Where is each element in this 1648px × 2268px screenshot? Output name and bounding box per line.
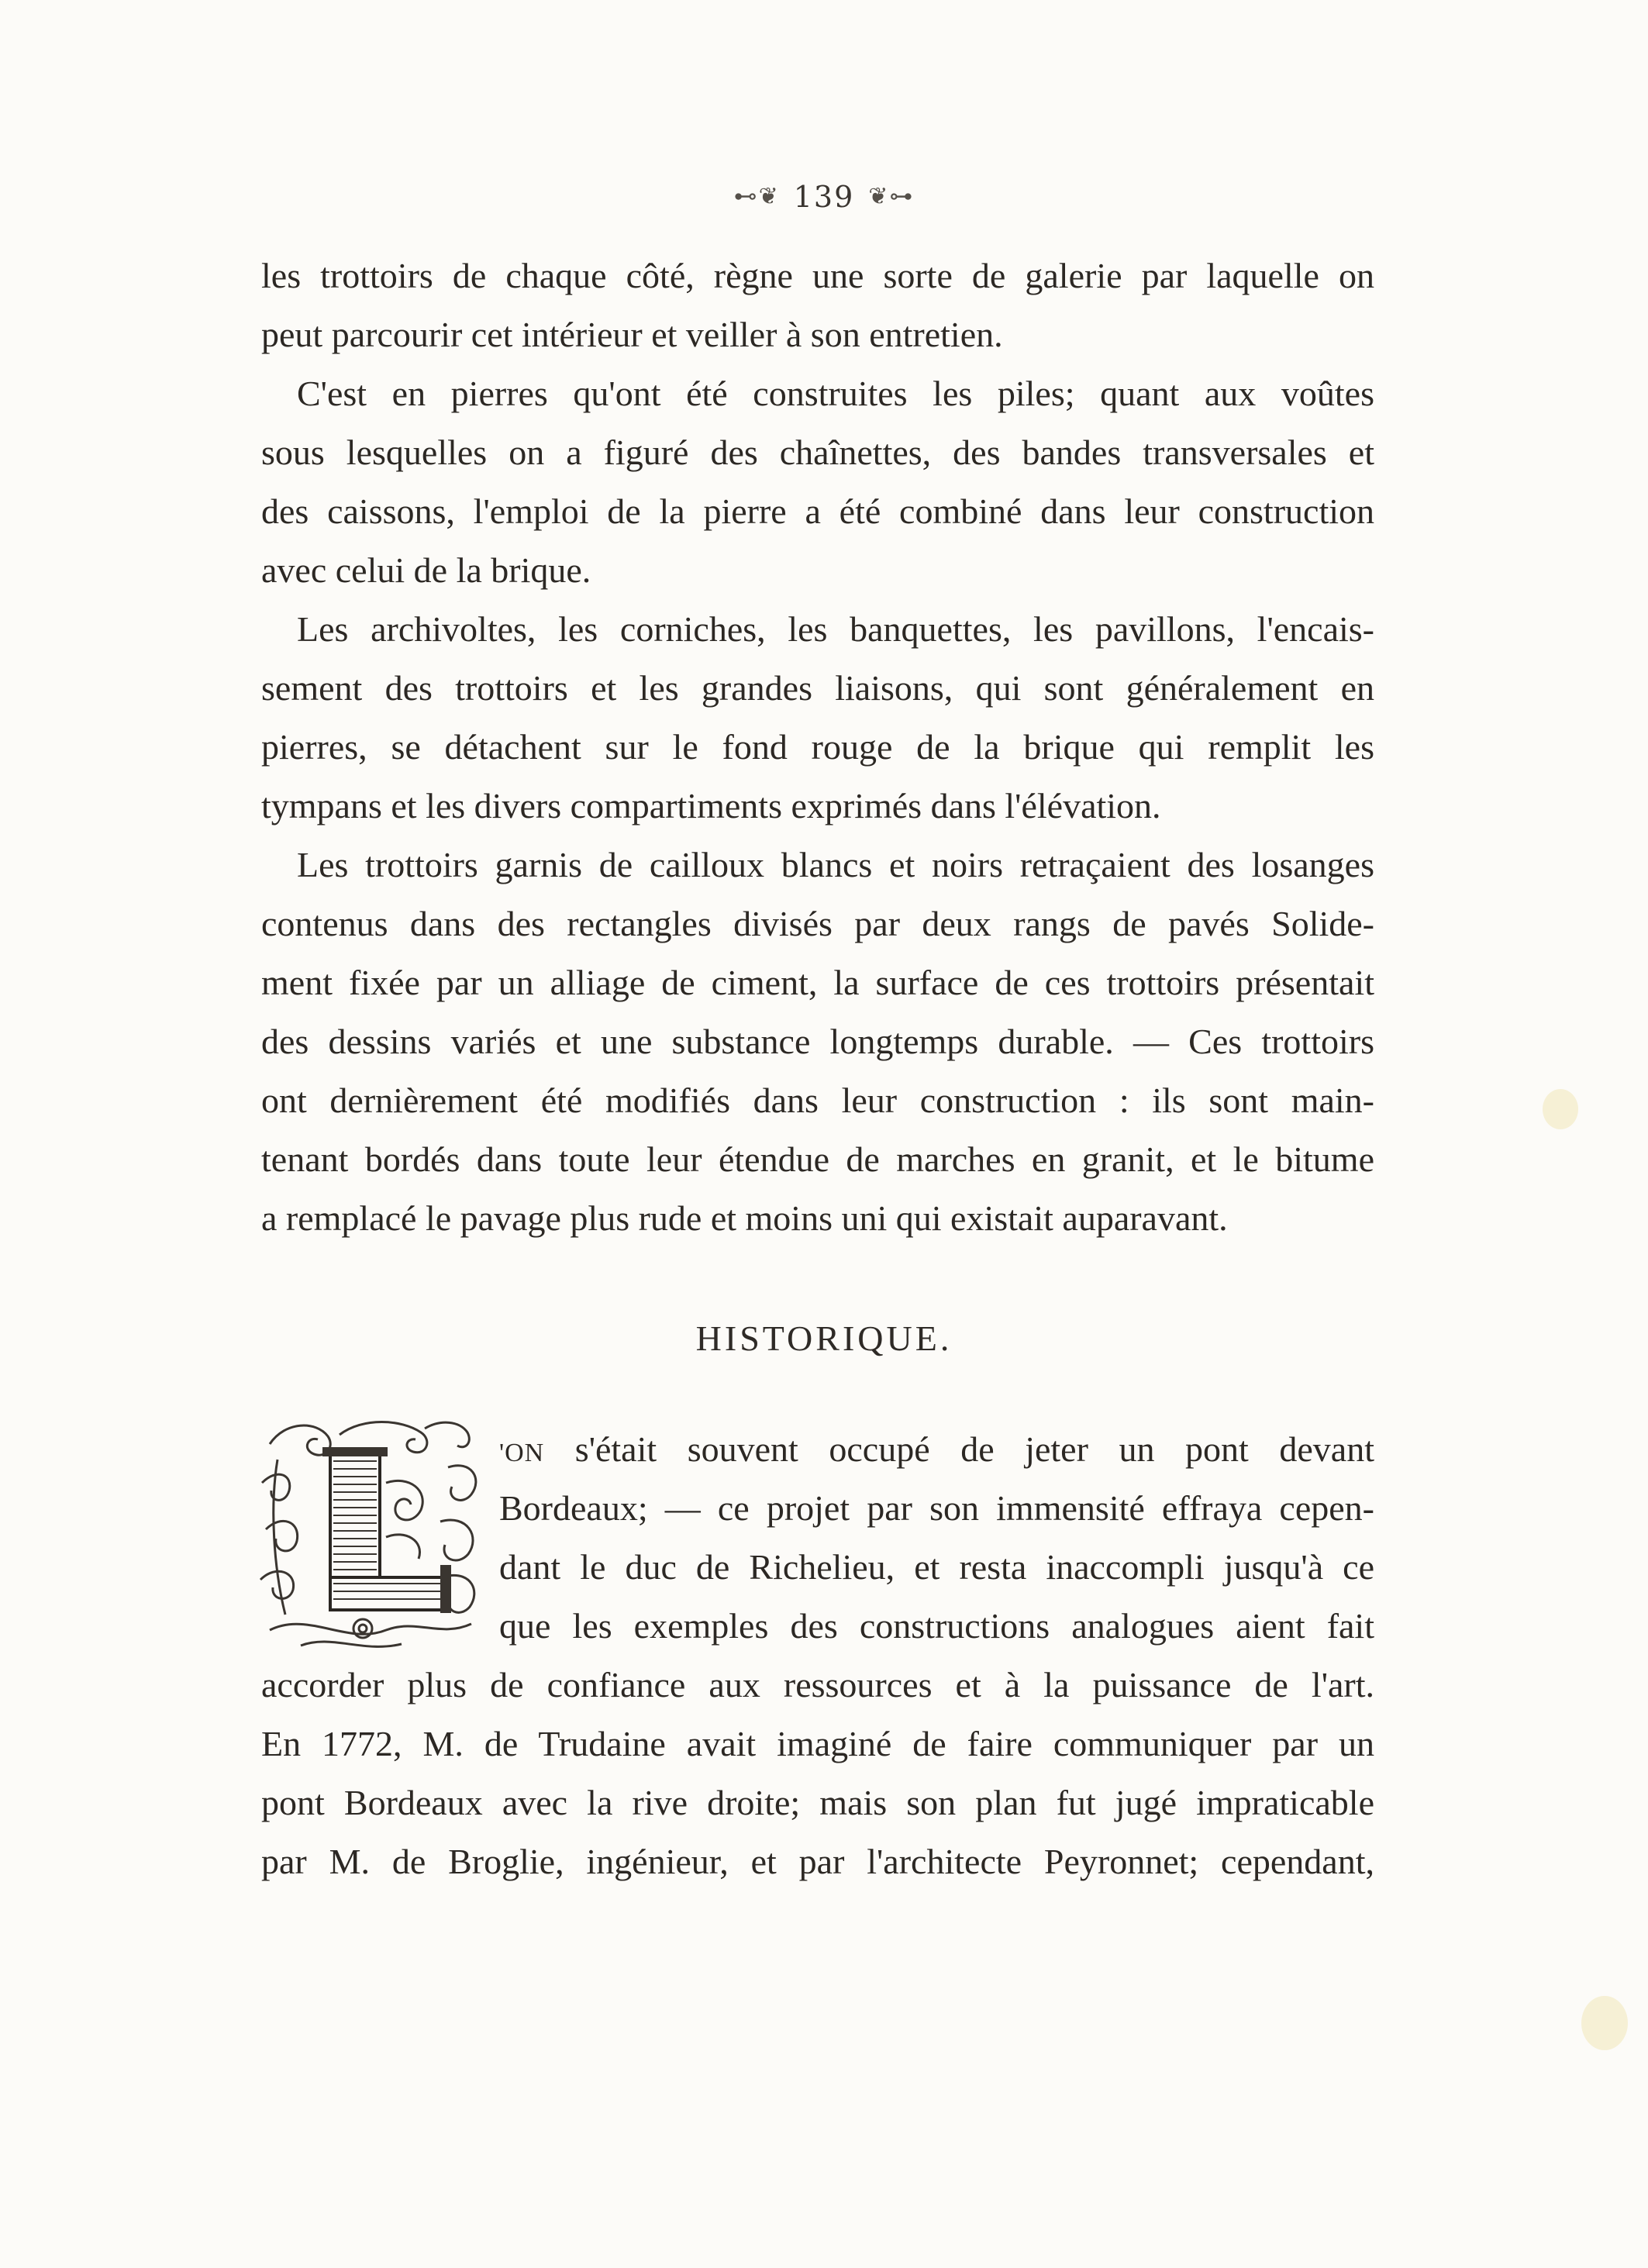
text-line: ment fixée par un alliage de ciment, la surface de ces trottoirs présentait <box>261 963 1374 1002</box>
text-line: pont Bordeaux avec la rive droite; mais son plan fut jugé impraticable <box>261 1783 1374 1822</box>
text-line: a remplacé le pavage plus rude et moins uni qui existait auparavant. <box>261 1198 1228 1238</box>
text-line: que les exemples des constructions analogues aient fait <box>499 1606 1374 1646</box>
body-text-historique <box>261 1420 1374 1891</box>
text-line: des caissons, l'emploi de la pierre a été combiné dans leur construction <box>261 491 1374 531</box>
page-header <box>0 180 1648 214</box>
ornament-left-icon: ⊷❦ <box>733 183 780 210</box>
text-line: tympans et les divers compartiments exprimés dans l'élévation. <box>261 786 1161 826</box>
ornament-right-icon: ❦⊶ <box>868 183 915 210</box>
text-line: Les trottoirs garnis de cailloux blancs et noirs retraçaient des losanges <box>297 845 1374 884</box>
body-text-top <box>261 246 1374 1248</box>
text-line: des dessins variés et une substance longtemps durable. — Ces trottoirs <box>261 1022 1374 1061</box>
text-line: sous lesquelles on a figuré des chaînettes, des bandes transversales et <box>261 433 1374 472</box>
text-line: Les archivoltes, les corniches, les banquettes, les pavillons, l'encais- <box>297 609 1374 649</box>
text-line: par M. de Broglie, ingénieur, et par l'architecte Peyronnet; cependant, <box>261 1842 1374 1881</box>
paper-stain <box>1543 1089 1578 1129</box>
text-line: tenant bordés dans toute leur étendue de marches en granit, et le bitume <box>261 1139 1374 1179</box>
text-line: pierres, se détachent sur le fond rouge de la brique qui remplit les <box>261 727 1374 767</box>
page-number: 139 <box>793 180 855 214</box>
text-line: contenus dans des rectangles divisés par deux rangs de pavés Solide- <box>261 904 1374 943</box>
paper-stain <box>1581 1996 1628 2050</box>
section-title: HISTORIQUE. <box>695 1318 953 1358</box>
text-line <box>499 1420 1374 1479</box>
initial-word-smallcaps: 'ON <box>499 1439 545 1467</box>
text-line: Bordeaux; — ce projet par son immensité effraya cepen- <box>499 1488 1374 1528</box>
text-line: En 1772, M. de Trudaine avait imaginé de faire communiquer par un <box>261 1724 1374 1763</box>
text-line: ont dernièrement été modifiés dans leur construction : ils sont main- <box>261 1081 1374 1120</box>
text-line: accorder plus de confiance aux ressources et à la puissance de l'art. <box>261 1665 1374 1704</box>
text-line: avec celui de la brique. <box>261 550 591 590</box>
text-line: dant le duc de Richelieu, et resta inaccompli jusqu'à ce <box>499 1547 1374 1587</box>
text-line: sement des trottoirs et les grandes liaisons, qui sont généralement en <box>261 668 1374 708</box>
text-line: les trottoirs de chaque côté, règne une sorte de galerie par laquelle on <box>261 256 1374 295</box>
text-line: C'est en pierres qu'ont été construites les piles; quant aux voûtes <box>297 374 1374 413</box>
text-line-content: s'était souvent occupé de jeter un pont devant <box>544 1429 1374 1469</box>
text-line: peut parcourir cet intérieur et veiller à son entretien. <box>261 315 1003 354</box>
